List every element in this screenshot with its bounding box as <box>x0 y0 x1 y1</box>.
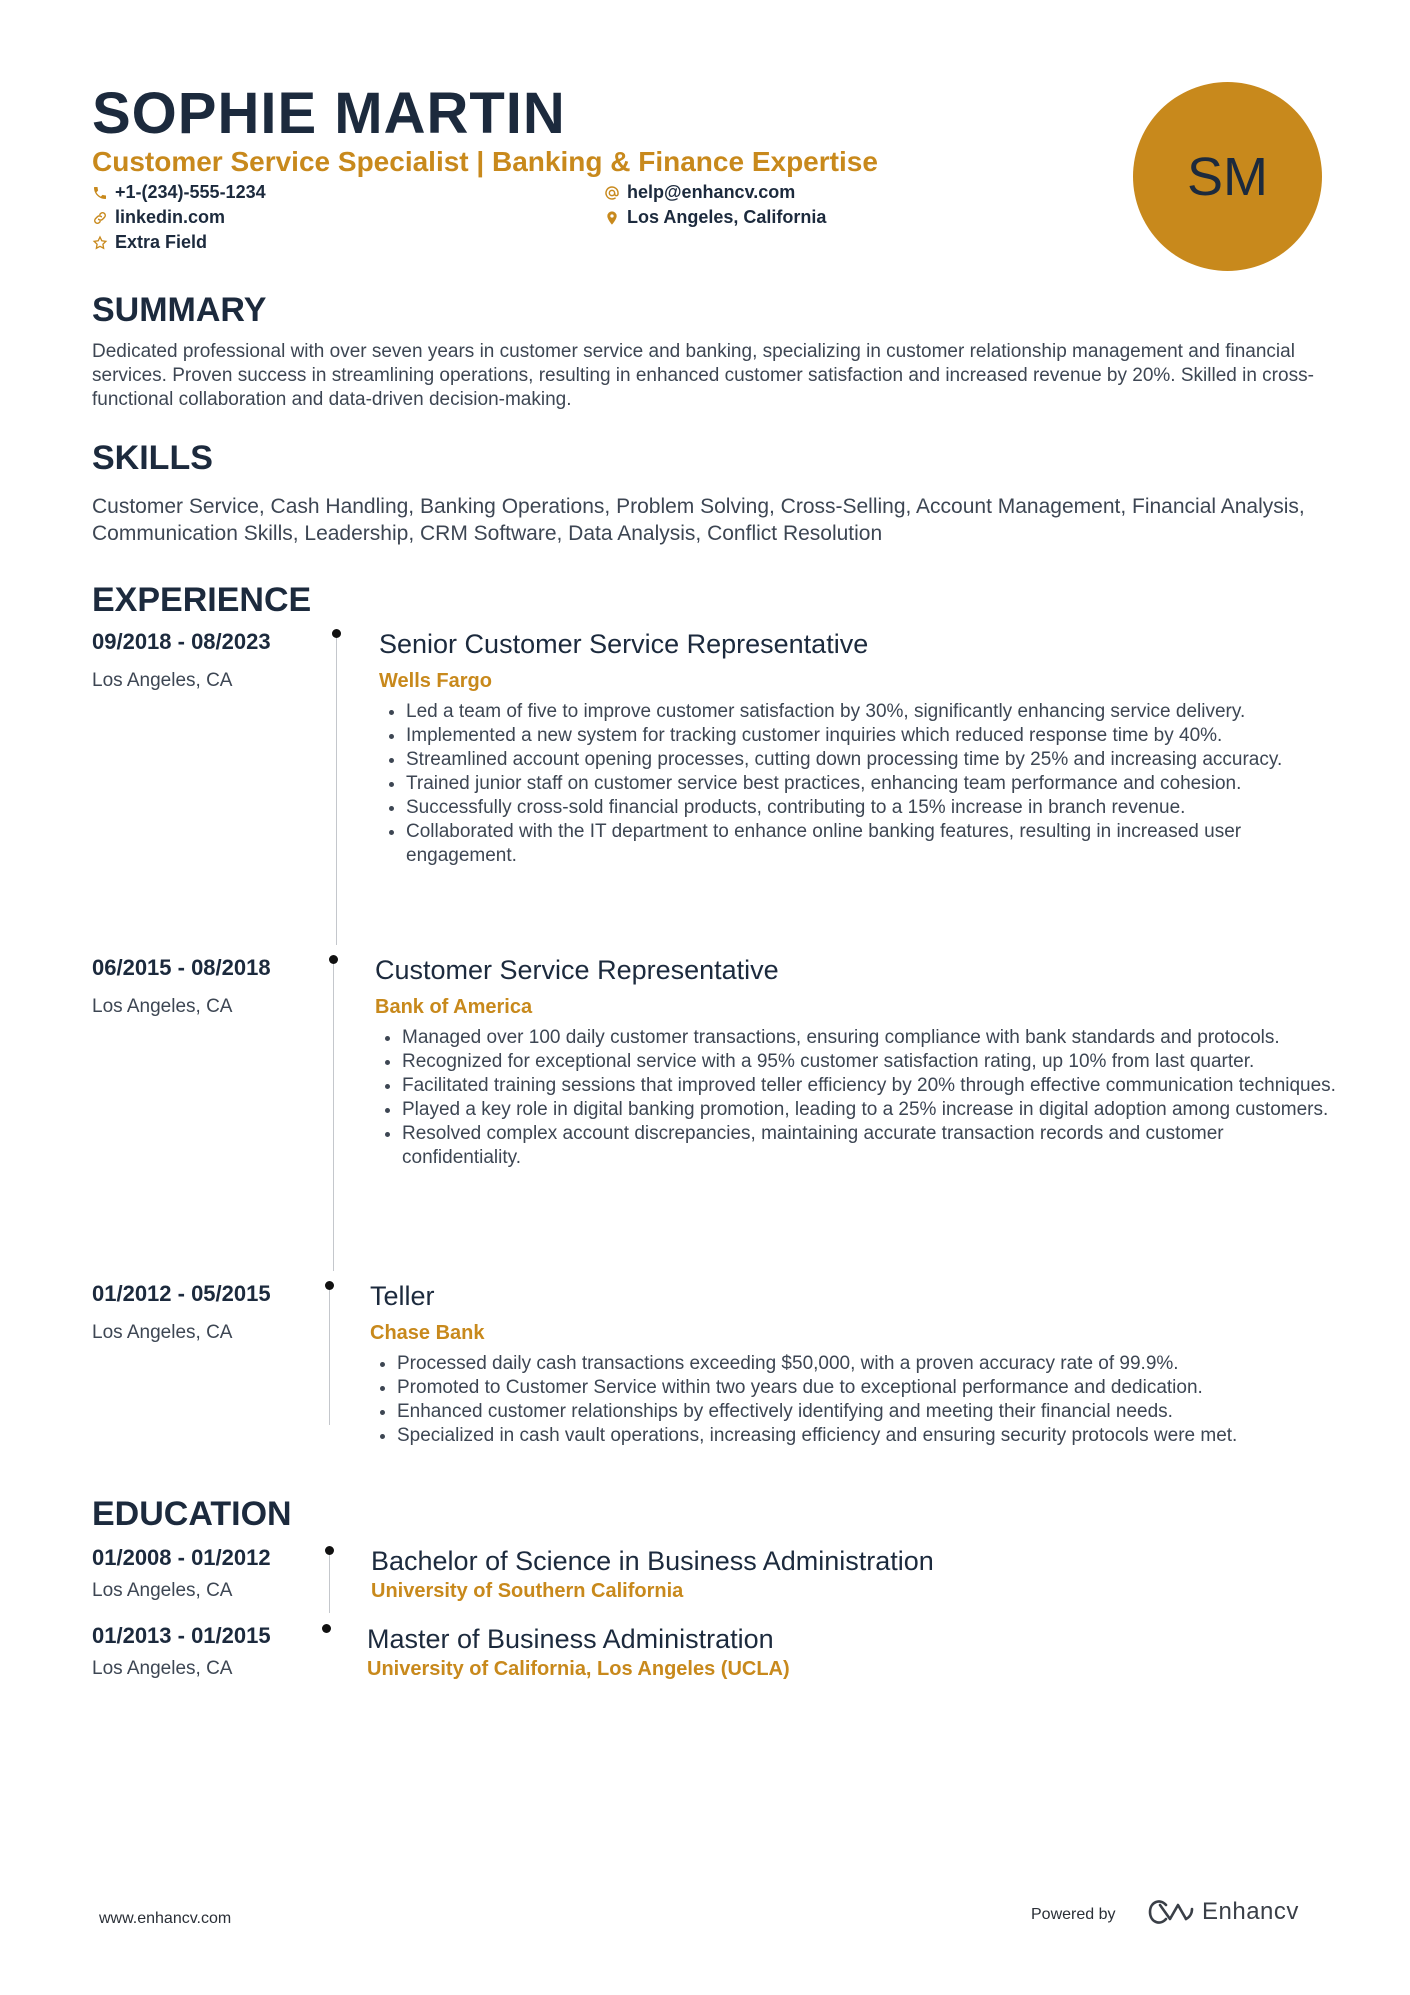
education-degree: Master of Business Administration <box>367 1624 774 1654</box>
job-bullets <box>379 700 1346 868</box>
at-icon <box>604 185 620 201</box>
job-role: Senior Customer Service Representative <box>379 629 869 659</box>
education-heading: EDUCATION <box>92 1495 292 1533</box>
list-item: • Successfully cross-sold financial products, contributing to a 15% increase in branch revenue. <box>406 796 1346 820</box>
list-item: • Specialized in cash vault operations, increasing efficiency and ensuring security protocols were met. <box>397 1424 1347 1448</box>
job-dates: 01/2012 - 05/2015 <box>92 1281 271 1306</box>
job-role: Customer Service Representative <box>375 955 779 985</box>
timeline-dot <box>325 1281 334 1290</box>
avatar <box>1133 82 1322 271</box>
education-dates: 01/2013 - 01/2015 <box>92 1623 271 1648</box>
star-icon <box>92 235 108 251</box>
email-text: help@enhancv.com <box>627 182 796 202</box>
footer-website[interactable]: www.enhancv.com <box>99 1910 232 1927</box>
location-pin-icon <box>604 210 620 226</box>
list-item: • Facilitated training sessions that improved teller efficiency by 20% through effective communication techniques. <box>402 1074 1347 1098</box>
timeline-line <box>333 964 334 1271</box>
timeline-line <box>329 1555 330 1613</box>
enhancv-logo-icon <box>1148 1899 1194 1925</box>
list-item: • Played a key role in digital banking promotion, leading to a 25% increase in digital adoption among customers. <box>402 1098 1347 1122</box>
list-item: • Recognized for exceptional service with a 95% customer satisfaction rating, up 10% from last quarter. <box>402 1050 1347 1074</box>
phone-text: +1-(234)-555-1234 <box>115 182 266 202</box>
list-item: • Trained junior staff on customer service best practices, enhancing team performance and cohesion. <box>406 772 1346 796</box>
job-location: Los Angeles, CA <box>92 996 233 1017</box>
education-location: Los Angeles, CA <box>92 1580 233 1601</box>
summary-heading: SUMMARY <box>92 291 267 329</box>
link-icon <box>92 210 108 226</box>
location-text: Los Angeles, California <box>627 207 827 227</box>
footer-powered-by: Powered by <box>1031 1906 1116 1923</box>
list-item: • Processed daily cash transactions exceeding $50,000, with a proven accuracy rate of 99.9%. <box>397 1352 1347 1376</box>
list-item: • Implemented a new system for tracking customer inquiries which reduced response time by 40%. <box>406 724 1346 748</box>
enhancv-brand: Enhancv <box>1202 1898 1299 1925</box>
list-item: • Resolved complex account discrepancies, maintaining accurate transaction records and customer confidentiality. <box>402 1122 1347 1170</box>
list-item: • Promoted to Customer Service within two years due to exceptional performance and dedication. <box>397 1376 1347 1400</box>
avatar-initials: SM <box>1187 146 1268 207</box>
list-item: • Streamlined account opening processes, cutting down processing time by 25% and increasing accuracy. <box>406 748 1346 772</box>
job-company: Chase Bank <box>370 1322 485 1344</box>
contact-linkedin[interactable] <box>92 207 225 228</box>
extra-text: Extra Field <box>115 232 208 252</box>
job-company: Bank of America <box>375 996 533 1018</box>
education-degree: Bachelor of Science in Business Administration <box>371 1546 934 1576</box>
contact-extra <box>92 232 207 253</box>
timeline-dot <box>332 629 341 638</box>
summary-text: Dedicated professional with over seven years in customer service and banking, specializing in customer relationship management and financial services. Proven success in streamlining operations, resulting in enhanced customer satisfaction and increased revenue by 20%. Skilled in cross-functional collaboration and data-driven decision-making. <box>92 341 1314 410</box>
enhancv-logo[interactable] <box>1148 1898 1299 1926</box>
list-item: • Enhanced customer relationships by effectively identifying and meeting their financial needs. <box>397 1400 1347 1424</box>
timeline-dot <box>322 1624 331 1633</box>
job-dates: 09/2018 - 08/2023 <box>92 629 271 654</box>
timeline-dot <box>329 955 338 964</box>
job-location: Los Angeles, CA <box>92 1322 233 1343</box>
job-bullets <box>370 1352 1347 1448</box>
job-role: Teller <box>370 1281 435 1311</box>
linkedin-text: linkedin.com <box>115 207 226 227</box>
candidate-title: Customer Service Specialist | Banking & Finance Expertise <box>92 146 878 177</box>
job-company: Wells Fargo <box>379 670 492 692</box>
job-dates: 06/2015 - 08/2018 <box>92 955 271 980</box>
list-item: • Collaborated with the IT department to enhance online banking features, resulting in increased user engagement. <box>406 820 1346 868</box>
timeline-line <box>336 638 337 945</box>
candidate-name: SOPHIE MARTIN <box>92 81 566 146</box>
list-item: • Managed over 100 daily customer transactions, ensuring compliance with bank standards and protocols. <box>402 1026 1347 1050</box>
job-location: Los Angeles, CA <box>92 670 233 691</box>
skills-text: Customer Service, Cash Handling, Banking Operations, Problem Solving, Cross-Selling, Account Management, Financial Analysis, Communication Skills, Leadership, CRM Software, Data Analysis, Conflict Resolution <box>92 495 1305 545</box>
job-bullets <box>375 1026 1347 1170</box>
education-dates: 01/2008 - 01/2012 <box>92 1545 271 1570</box>
skills-heading: SKILLS <box>92 439 213 477</box>
education-school: University of California, Los Angeles (UCLA) <box>367 1658 790 1680</box>
phone-icon <box>92 185 108 201</box>
timeline-dot <box>325 1546 334 1555</box>
timeline-line <box>329 1290 330 1425</box>
experience-heading: EXPERIENCE <box>92 581 312 619</box>
contact-phone <box>92 182 266 203</box>
contact-email[interactable] <box>604 182 795 203</box>
contact-location <box>604 207 826 228</box>
list-item: • Led a team of five to improve customer satisfaction by 30%, significantly enhancing service delivery. <box>406 700 1346 724</box>
education-school: University of Southern California <box>371 1580 684 1602</box>
education-location: Los Angeles, CA <box>92 1658 233 1679</box>
